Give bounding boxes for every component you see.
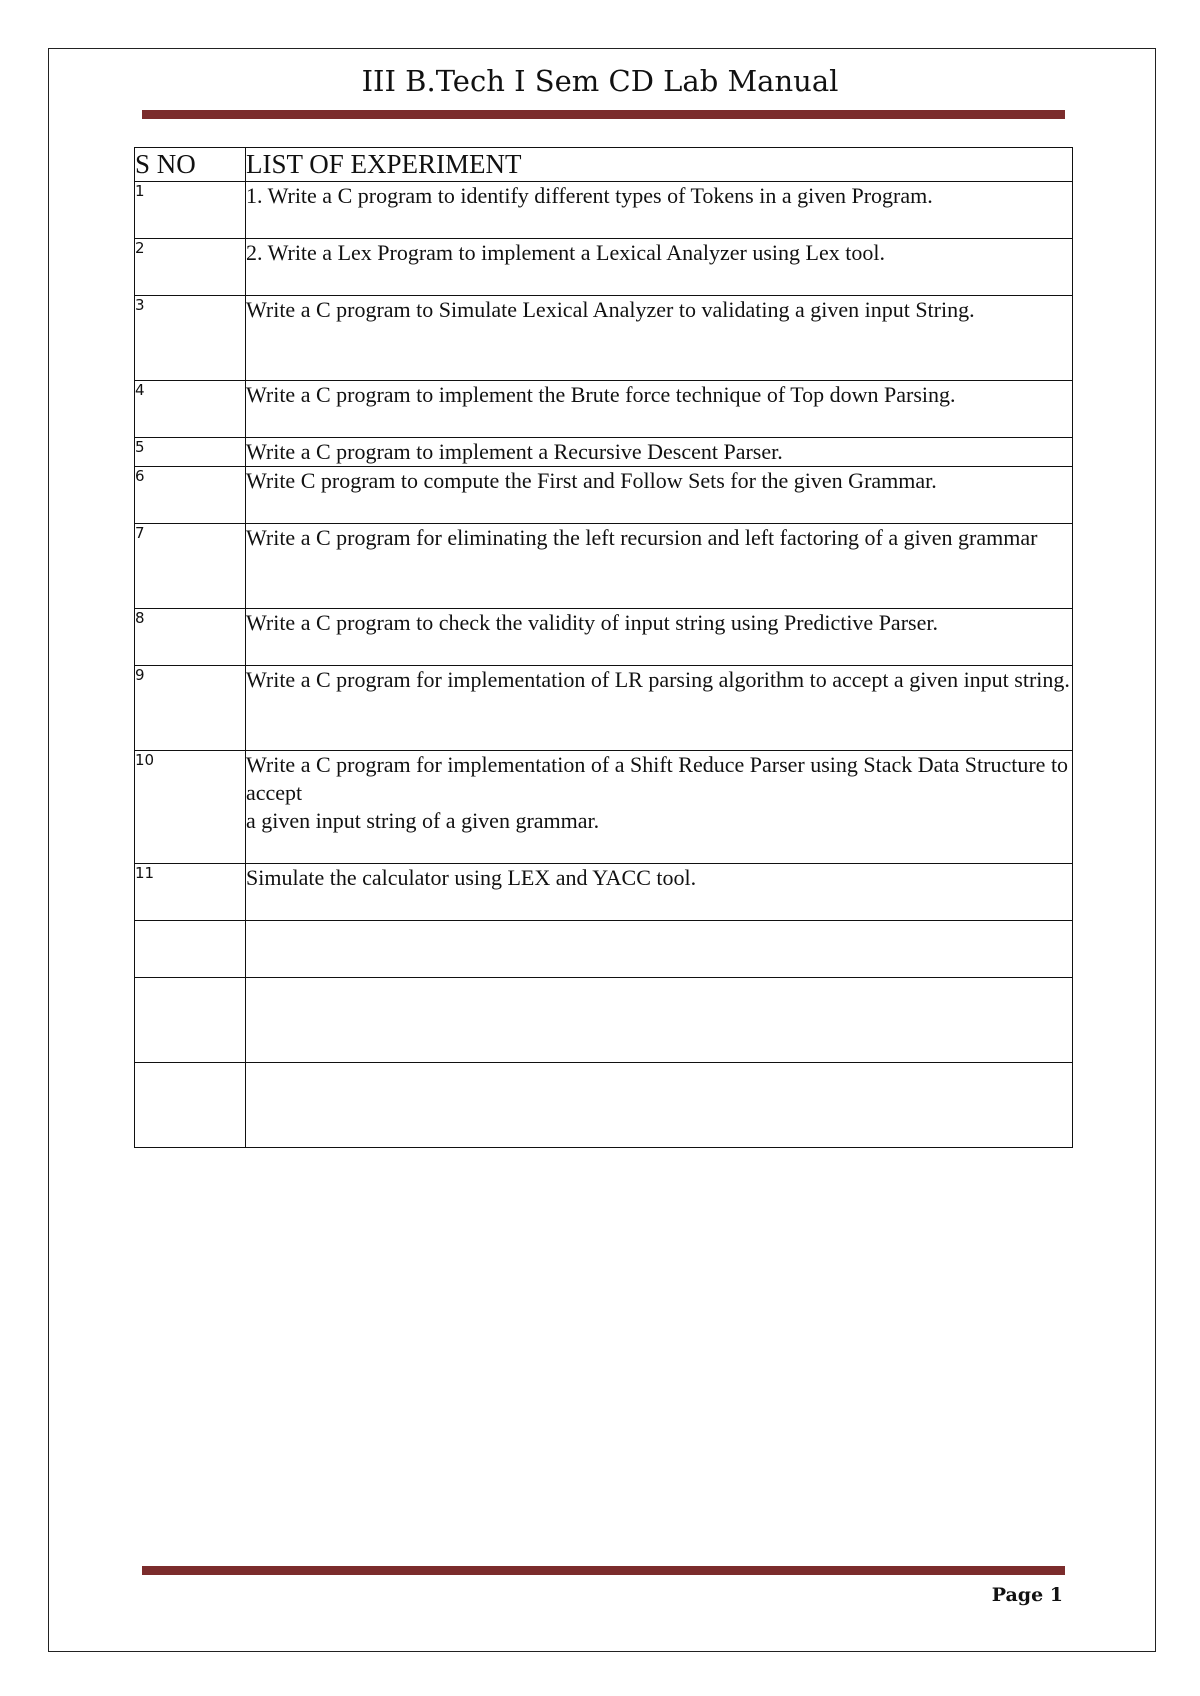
experiment-text [246,1063,1073,1148]
table-row [135,921,1073,978]
experiment-table [134,147,1073,1148]
table-row [135,239,1073,296]
table-row [135,381,1073,438]
table-row [135,666,1073,751]
row-number: 2 [135,239,246,296]
table-row [135,978,1073,1063]
row-number: 8 [135,609,246,666]
row-number: 1 [135,182,246,239]
header-rule [142,110,1065,119]
experiment-text: Simulate the calculator using LEX and YACC tool. [246,864,1073,921]
page-title: III B.Tech I Sem CD Lab Manual [361,64,839,98]
row-number [135,1063,246,1148]
experiment-text: Write a C program to implement a Recursive Descent Parser. [246,438,1073,467]
row-number: 4 [135,381,246,438]
table-row [135,182,1073,239]
experiment-text [246,978,1073,1063]
table-row [135,524,1073,609]
experiment-text [246,921,1073,978]
row-number: 9 [135,666,246,751]
row-number [135,978,246,1063]
footer-rule [142,1566,1065,1575]
table-row [135,751,1073,864]
row-number: 5 [135,438,246,467]
experiment-text: Write a C program for implementation of LR parsing algorithm to accept a given input string. [246,666,1073,751]
table-header-row [135,148,1073,182]
row-number: 11 [135,864,246,921]
experiment-text: 1. Write a C program to identify different types of Tokens in a given Program. [246,182,1073,239]
table-row [135,609,1073,666]
experiment-text: Write a C program for implementation of a Shift Reduce Parser using Stack Data Structure to accept a given input string of a given grammar. [246,751,1073,864]
table-row [135,1063,1073,1148]
experiment-column-header: LIST OF EXPERIMENT [246,148,1073,182]
row-number [135,921,246,978]
experiment-text: Write C program to compute the First and Follow Sets for the given Grammar. [246,467,1073,524]
experiment-text: Write a C program to Simulate Lexical Analyzer to validating a given input String. [246,296,1073,381]
experiment-text: Write a C program to implement the Brute force technique of Top down Parsing. [246,381,1073,438]
table-row [135,438,1073,467]
experiment-text: 2. Write a Lex Program to implement a Lexical Analyzer using Lex tool. [246,239,1073,296]
row-number: 7 [135,524,246,609]
row-number: 6 [135,467,246,524]
page-number: Page 1 [991,1584,1063,1606]
table-row [135,467,1073,524]
table-row [135,864,1073,921]
row-number: 3 [135,296,246,381]
experiment-text: Write a C program to check the validity of input string using Predictive Parser. [246,609,1073,666]
sno-column-header: S NO [135,148,246,182]
table-row [135,296,1073,381]
row-number: 10 [135,751,246,864]
experiment-text: Write a C program for eliminating the left recursion and left factoring of a given grammar [246,524,1073,609]
